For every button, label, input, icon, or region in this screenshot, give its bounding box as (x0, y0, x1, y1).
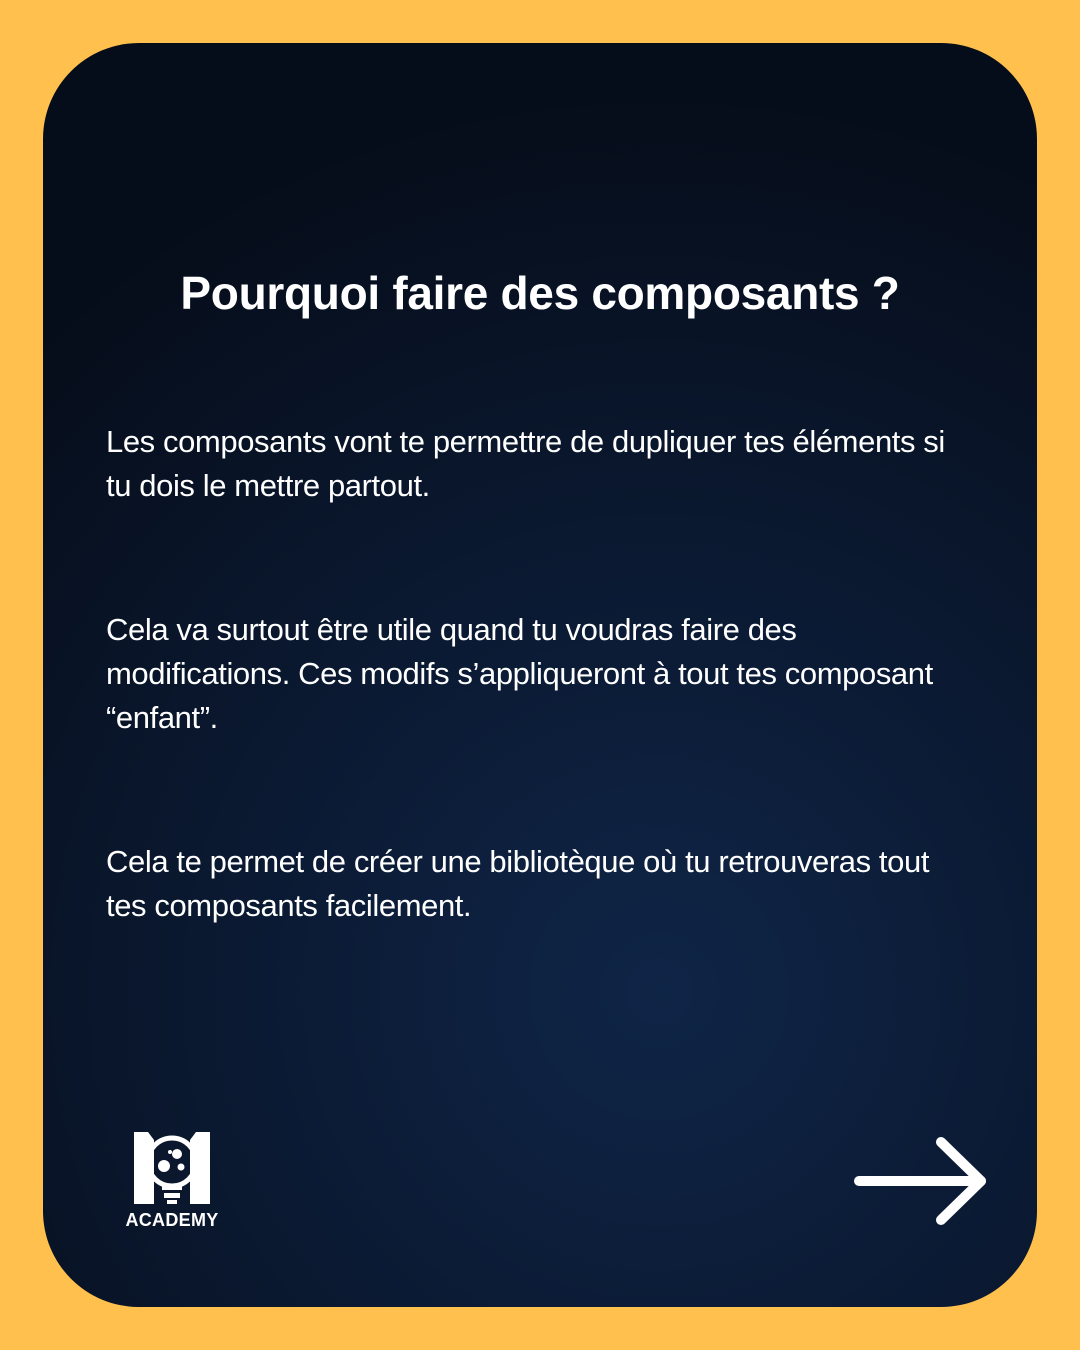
academy-logo (121, 1130, 223, 1234)
slide-title: Pourquoi faire des composants ? (180, 267, 900, 319)
paragraph-library: Cela te permet de créer une bibliotèque où tu retrouveras tout tes composants facilement. (106, 844, 930, 923)
lightbulb-logo-icon (130, 1130, 214, 1208)
slide-card (43, 43, 1037, 1307)
brand-name: ACADEMY (125, 1210, 219, 1230)
next-slide-button[interactable] (853, 1136, 989, 1226)
paragraph-duplicate: Les composants vont te permettre de dupliquer tes éléments si tu dois le mettre partout. (106, 424, 945, 503)
paragraph-modifications: Cela va surtout être utile quand tu voudras faire des modifications. Ces modifs s’appliqueront à tout tes composant “enfant”. (106, 612, 933, 735)
arrow-right-icon (853, 1136, 989, 1226)
